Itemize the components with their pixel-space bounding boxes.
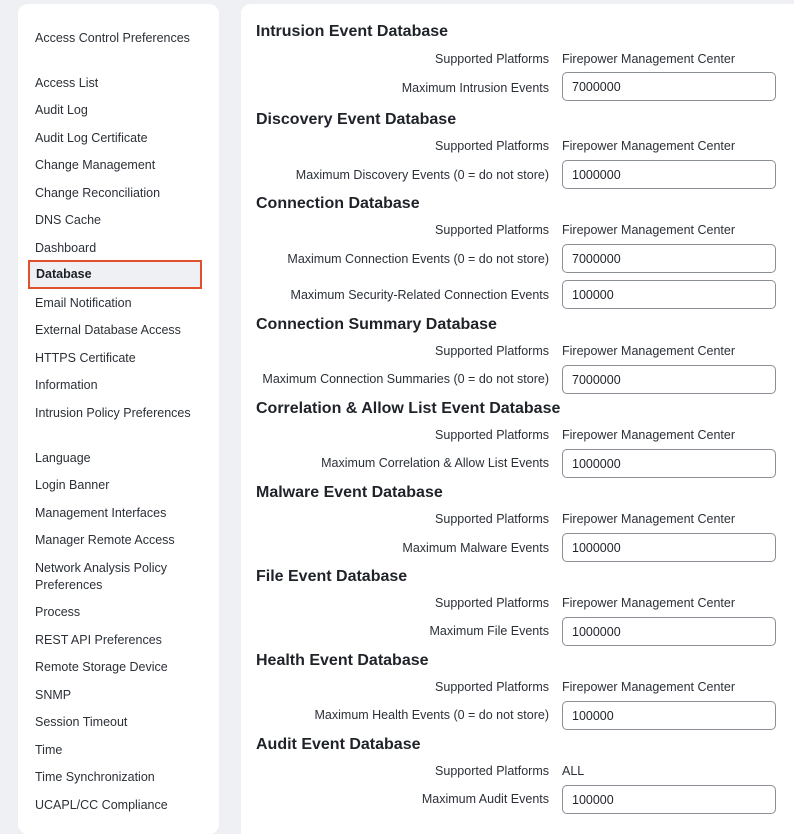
max-connection-summaries-label: Maximum Connection Summaries (0 = do not store) (262, 372, 549, 386)
max-file-events-input[interactable] (562, 617, 776, 646)
section-title-connection: Connection Database (256, 195, 420, 212)
section-title-file: File Event Database (256, 568, 408, 585)
sidebar-item-change-management[interactable]: Change Management (35, 158, 156, 172)
supported-platforms-label: Supported Platforms (435, 596, 549, 610)
max-correlation-events-input[interactable] (562, 449, 776, 478)
supported-platforms-label: Supported Platforms (435, 512, 549, 526)
sidebar-item-audit-log-certificate[interactable]: Audit Log Certificate (35, 131, 148, 145)
sidebar-item-audit-log[interactable]: Audit Log (35, 103, 88, 117)
sidebar-item-dashboard[interactable]: Dashboard (35, 241, 97, 255)
sidebar-item-language[interactable]: Language (35, 451, 91, 465)
max-security-related-connection-events-input[interactable] (562, 280, 776, 309)
sidebar-item-email-notification[interactable]: Email Notification (35, 296, 132, 310)
supported-platforms-label: Supported Platforms (435, 428, 549, 442)
sidebar-item-change-reconciliation[interactable]: Change Reconciliation (35, 186, 161, 200)
sidebar-item-snmp[interactable]: SNMP (35, 688, 72, 702)
supported-platforms-value: Firepower Management Center (562, 223, 735, 237)
section-title-intrusion: Intrusion Event Database (256, 23, 449, 40)
section-title-correlation: Correlation & Allow List Event Database (256, 400, 561, 417)
max-security-related-connection-events-label: Maximum Security-Related Connection Events (290, 288, 549, 302)
max-malware-events-input[interactable] (562, 533, 776, 562)
sidebar-item-time-synchronization[interactable]: Time Synchronization (35, 770, 155, 784)
supported-platforms-value: Firepower Management Center (562, 512, 735, 526)
sidebar-item-rest-api-preferences[interactable]: REST API Preferences (35, 633, 162, 647)
max-correlation-events-label: Maximum Correlation & Allow List Events (321, 456, 549, 470)
sidebar-item-login-banner[interactable]: Login Banner (35, 478, 110, 492)
supported-platforms-value: Firepower Management Center (562, 344, 735, 358)
max-file-events-label: Maximum File Events (429, 624, 549, 638)
sidebar-item-intrusion-policy-preferences[interactable]: Intrusion Policy Preferences (35, 406, 191, 420)
section-title-connection-summary: Connection Summary Database (256, 316, 497, 333)
max-discovery-events-label: Maximum Discovery Events (0 = do not store) (295, 168, 549, 182)
supported-platforms-label: Supported Platforms (435, 139, 549, 153)
sidebar-item-access-list[interactable]: Access List (35, 76, 99, 90)
max-connection-events-label: Maximum Connection Events (0 = do not store) (287, 252, 549, 266)
sidebar-item-information[interactable]: Information (35, 378, 98, 392)
sidebar-item-remote-storage-device[interactable]: Remote Storage Device (35, 660, 168, 674)
sidebar-item-session-timeout[interactable]: Session Timeout (35, 715, 128, 729)
section-title-audit: Audit Event Database (256, 736, 421, 753)
max-connection-events-input[interactable] (562, 244, 776, 273)
supported-platforms-label: Supported Platforms (435, 223, 549, 237)
sidebar-item-management-interfaces[interactable]: Management Interfaces (35, 506, 167, 520)
max-malware-events-label: Maximum Malware Events (402, 541, 549, 555)
sidebar-item-https-certificate[interactable]: HTTPS Certificate (35, 351, 136, 365)
section-title-malware: Malware Event Database (256, 484, 443, 501)
supported-platforms-label: Supported Platforms (435, 344, 549, 358)
max-health-events-input[interactable] (562, 701, 776, 730)
sidebar-item-process[interactable]: Process (35, 605, 81, 619)
sidebar-item-network-analysis-policy-preferences[interactable]: Network Analysis Policy Preferences (35, 561, 167, 592)
supported-platforms-value: Firepower Management Center (562, 139, 735, 153)
max-intrusion-events-label: Maximum Intrusion Events (401, 81, 549, 95)
section-title-health: Health Event Database (256, 652, 429, 669)
sidebar-item-database[interactable]: Database (28, 260, 202, 289)
database-settings-panel (241, 4, 794, 834)
sidebar-item-time[interactable]: Time (35, 743, 63, 757)
supported-platforms-value: Firepower Management Center (562, 52, 735, 66)
max-audit-events-label: Maximum Audit Events (421, 792, 549, 806)
supported-platforms-label: Supported Platforms (435, 680, 549, 694)
supported-platforms-label: Supported Platforms (435, 52, 549, 66)
sidebar-item-access-control-preferences[interactable]: Access Control Preferences (35, 31, 190, 45)
sidebar (18, 4, 219, 834)
section-title-discovery: Discovery Event Database (256, 111, 457, 128)
max-health-events-label: Maximum Health Events (0 = do not store) (314, 708, 549, 722)
max-intrusion-events-input[interactable] (562, 72, 776, 101)
sidebar-item-dns-cache[interactable]: DNS Cache (35, 213, 101, 227)
max-discovery-events-input[interactable] (562, 160, 776, 189)
supported-platforms-value: Firepower Management Center (562, 428, 735, 442)
supported-platforms-label: Supported Platforms (435, 764, 549, 778)
sidebar-item-manager-remote-access[interactable]: Manager Remote Access (35, 533, 175, 547)
sidebar-item-ucapl-cc-compliance[interactable]: UCAPL/CC Compliance (35, 798, 168, 812)
supported-platforms-value: Firepower Management Center (562, 596, 735, 610)
supported-platforms-value: Firepower Management Center (562, 680, 735, 694)
sidebar-item-external-database-access[interactable]: External Database Access (35, 323, 181, 337)
supported-platforms-value: ALL (562, 764, 585, 778)
max-audit-events-input[interactable] (562, 785, 776, 814)
max-connection-summaries-input[interactable] (562, 365, 776, 394)
